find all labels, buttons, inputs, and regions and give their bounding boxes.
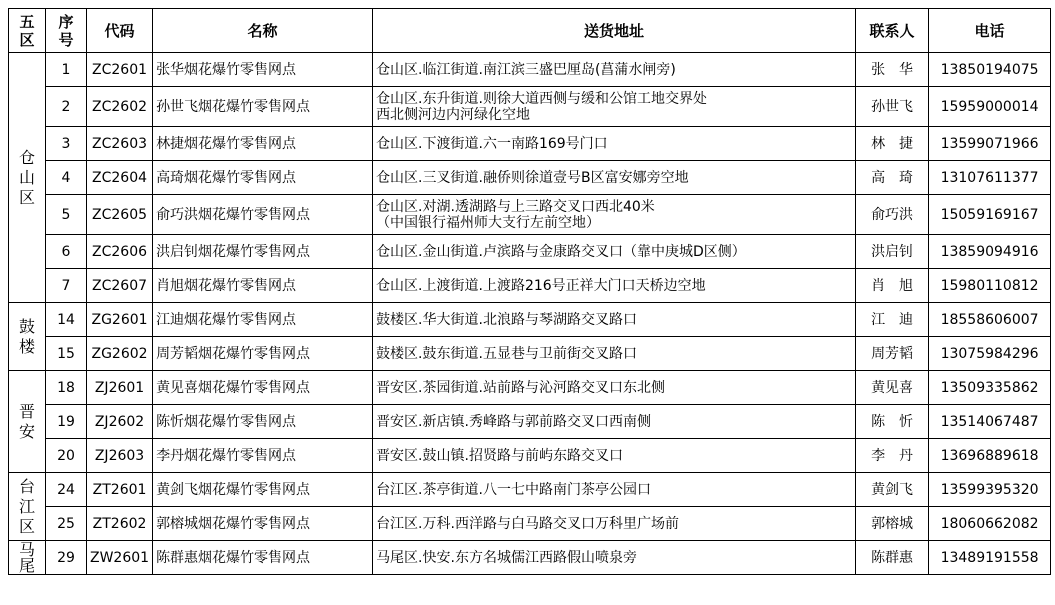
header-no: 序号 [46, 9, 87, 53]
outlet-code: ZC2606 [87, 235, 153, 269]
district-label: 马尾 [18, 541, 35, 574]
table-row [9, 473, 1051, 507]
table-row [9, 53, 1051, 87]
table-row [9, 507, 1051, 541]
row-number: 14 [46, 303, 87, 337]
outlet-code: ZC2607 [87, 269, 153, 303]
outlet-code: ZC2605 [87, 195, 153, 235]
delivery-address: 鼓楼区.华大街道.北浪路与琴湖路交叉路口 [373, 303, 856, 337]
district-cell [9, 371, 46, 473]
header-address: 送货地址 [373, 9, 856, 53]
outlet-code: ZJ2602 [87, 405, 153, 439]
outlet-code: ZC2604 [87, 161, 153, 195]
district-cell [9, 473, 46, 541]
contact-person: 高 琦 [856, 161, 929, 195]
table-row [9, 87, 1051, 127]
delivery-address: 仓山区.三叉街道.融侨则徐道壹号B区富安娜旁空地 [373, 161, 856, 195]
row-number: 1 [46, 53, 87, 87]
phone-number: 15959000014 [929, 87, 1051, 127]
contact-person: 郭榕城 [856, 507, 929, 541]
contact-person: 江 迪 [856, 303, 929, 337]
district-label: 仓山区 [18, 147, 35, 207]
outlet-name: 陈忻烟花爆竹零售网点 [153, 405, 373, 439]
delivery-address: 晋安区.茶园街道.站前路与沁河路交叉口东北侧 [373, 371, 856, 405]
contact-person: 肖 旭 [856, 269, 929, 303]
row-number: 20 [46, 439, 87, 473]
phone-number: 15980110812 [929, 269, 1051, 303]
district-label: 台江区 [18, 476, 35, 536]
contact-person: 黄剑飞 [856, 473, 929, 507]
row-number: 18 [46, 371, 87, 405]
district-cell [9, 303, 46, 371]
row-number: 4 [46, 161, 87, 195]
table-row [9, 405, 1051, 439]
outlet-name: 高琦烟花爆竹零售网点 [153, 161, 373, 195]
outlet-code: ZJ2603 [87, 439, 153, 473]
contact-person: 林 捷 [856, 127, 929, 161]
header-code: 代码 [87, 9, 153, 53]
phone-number: 18558606007 [929, 303, 1051, 337]
outlet-name: 江迪烟花爆竹零售网点 [153, 303, 373, 337]
outlet-code: ZJ2601 [87, 371, 153, 405]
contact-person: 孙世飞 [856, 87, 929, 127]
outlet-code: ZT2602 [87, 507, 153, 541]
table-row [9, 195, 1051, 235]
delivery-address: 台江区.万科.西洋路与白马路交叉口万科里广场前 [373, 507, 856, 541]
phone-number: 13514067487 [929, 405, 1051, 439]
delivery-address: 鼓楼区.鼓东街道.五显巷与卫前街交叉路口 [373, 337, 856, 371]
outlet-code: ZW2601 [87, 541, 153, 575]
row-number: 5 [46, 195, 87, 235]
outlet-code: ZC2603 [87, 127, 153, 161]
table-row [9, 337, 1051, 371]
phone-number: 13599395320 [929, 473, 1051, 507]
row-number: 15 [46, 337, 87, 371]
row-number: 3 [46, 127, 87, 161]
contact-person: 黄见喜 [856, 371, 929, 405]
header-contact: 联系人 [856, 9, 929, 53]
row-number: 2 [46, 87, 87, 127]
table-row [9, 439, 1051, 473]
outlet-name: 黄剑飞烟花爆竹零售网点 [153, 473, 373, 507]
phone-number: 13509335862 [929, 371, 1051, 405]
row-number: 25 [46, 507, 87, 541]
contact-person: 周芳韬 [856, 337, 929, 371]
table-row [9, 541, 1051, 575]
outlet-code: ZC2601 [87, 53, 153, 87]
outlet-name: 肖旭烟花爆竹零售网点 [153, 269, 373, 303]
row-number: 24 [46, 473, 87, 507]
contact-person: 张 华 [856, 53, 929, 87]
delivery-address: 仓山区.对湖.透湖路与上三路交叉口西北40米 （中国银行福州师大支行左前空地） [373, 195, 856, 235]
outlet-name: 洪启钊烟花爆竹零售网点 [153, 235, 373, 269]
table-row [9, 269, 1051, 303]
delivery-address: 仓山区.临江街道.南江滨三盛巴厘岛(菖蒲水闸旁) [373, 53, 856, 87]
table-body [9, 53, 1051, 575]
contact-person: 俞巧洪 [856, 195, 929, 235]
outlet-name: 孙世飞烟花爆竹零售网点 [153, 87, 373, 127]
contact-person: 陈群惠 [856, 541, 929, 575]
row-number: 6 [46, 235, 87, 269]
phone-number: 13075984296 [929, 337, 1051, 371]
contact-person: 李 丹 [856, 439, 929, 473]
outlet-name: 李丹烟花爆竹零售网点 [153, 439, 373, 473]
phone-number: 13489191558 [929, 541, 1051, 575]
table-row [9, 161, 1051, 195]
phone-number: 13859094916 [929, 235, 1051, 269]
row-number: 19 [46, 405, 87, 439]
outlet-name: 黄见喜烟花爆竹零售网点 [153, 371, 373, 405]
district-label: 晋安 [18, 401, 35, 441]
district-label: 鼓楼 [18, 316, 35, 356]
table-row [9, 371, 1051, 405]
contact-person: 洪启钊 [856, 235, 929, 269]
retail-outlet-table [8, 8, 1051, 575]
header-row [9, 9, 1051, 53]
outlet-code: ZG2601 [87, 303, 153, 337]
phone-number: 13599071966 [929, 127, 1051, 161]
delivery-address: 晋安区.鼓山镇.招贤路与前屿东路交叉口 [373, 439, 856, 473]
header-phone: 电话 [929, 9, 1051, 53]
outlet-code: ZG2602 [87, 337, 153, 371]
outlet-code: ZT2601 [87, 473, 153, 507]
outlet-name: 郭榕城烟花爆竹零售网点 [153, 507, 373, 541]
delivery-address: 台江区.茶亭街道.八一七中路南门茶亭公园口 [373, 473, 856, 507]
delivery-address: 仓山区.下渡街道.六一南路169号门口 [373, 127, 856, 161]
outlet-name: 陈群惠烟花爆竹零售网点 [153, 541, 373, 575]
phone-number: 15059169167 [929, 195, 1051, 235]
phone-number: 18060662082 [929, 507, 1051, 541]
contact-person: 陈 忻 [856, 405, 929, 439]
table-row [9, 303, 1051, 337]
district-cell [9, 53, 46, 303]
delivery-address: 仓山区.金山街道.卢滨路与金康路交叉口（靠中庚城D区侧） [373, 235, 856, 269]
row-number: 7 [46, 269, 87, 303]
phone-number: 13696889618 [929, 439, 1051, 473]
delivery-address: 仓山区.上渡街道.上渡路216号正祥大门口天桥边空地 [373, 269, 856, 303]
outlet-name: 俞巧洪烟花爆竹零售网点 [153, 195, 373, 235]
outlet-name: 张华烟花爆竹零售网点 [153, 53, 373, 87]
phone-number: 13107611377 [929, 161, 1051, 195]
outlet-name: 林捷烟花爆竹零售网点 [153, 127, 373, 161]
table-row [9, 235, 1051, 269]
phone-number: 13850194075 [929, 53, 1051, 87]
delivery-address: 晋安区.新店镇.秀峰路与郭前路交叉口西南侧 [373, 405, 856, 439]
district-cell [9, 541, 46, 575]
outlet-code: ZC2602 [87, 87, 153, 127]
delivery-address: 仓山区.东升街道.则徐大道西侧与缓和公馆工地交界处 西北侧河边内河绿化空地 [373, 87, 856, 127]
outlet-name: 周芳韬烟花爆竹零售网点 [153, 337, 373, 371]
header-name: 名称 [153, 9, 373, 53]
header-district: 五区 [9, 9, 46, 53]
delivery-address: 马尾区.快安.东方名城儒江西路假山喷泉旁 [373, 541, 856, 575]
row-number: 29 [46, 541, 87, 575]
table-row [9, 127, 1051, 161]
